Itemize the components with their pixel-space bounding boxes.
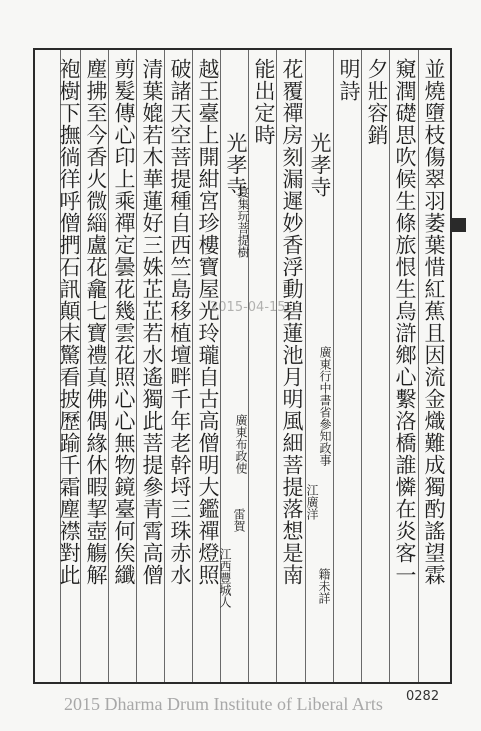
- author-note: 廣東行中書省參知政事: [318, 346, 332, 466]
- text-column: 夕壯容銷: [365, 58, 389, 146]
- text-column: 清葉媲若木華蓮好三姝芷芷若水遙獨此菩提參青霄高僧: [140, 58, 164, 586]
- author-note: 江西豐城人: [218, 548, 232, 608]
- text-column: 越王臺上開紺宮珍樓寶屋光玲瓏自古高僧明大鑑禪燈照: [196, 58, 220, 586]
- author-note: 廣東布政使: [234, 414, 248, 474]
- poem-title: 光孝寺: [308, 132, 332, 198]
- text-column: 塵拂至今香火微緇盧花龕七寶禮真佛偶緣休暇挈壺觴解: [84, 58, 108, 586]
- poem-title: 光孝寺: [224, 132, 248, 198]
- author-note: 籍未詳: [317, 568, 331, 604]
- author-name: 江廣洋: [305, 484, 319, 520]
- poem-subtitle: 宴集玩菩提樹: [236, 186, 250, 258]
- column-divider: [305, 50, 306, 682]
- column-divider: [333, 50, 334, 682]
- border-bottom: [33, 682, 452, 684]
- fold-tab-marker: [450, 218, 466, 232]
- text-column: 破諸天空菩提種自西竺島移植壇畔千年老幹埒三珠赤水: [168, 58, 192, 586]
- text-column: 花覆禪房刻漏遲妙香浮動碧蓮池月明風細菩提落想是南: [280, 58, 304, 586]
- text-column: 並燒墮枝傷翠羽萎葉惜紅蕉且因流金熾難成獨酌謠望霖: [422, 58, 446, 586]
- author-name: 雷賀: [232, 508, 246, 532]
- page-number: 0282: [406, 689, 440, 704]
- institution-watermark: 2015 Dharma Drum Institute of Liberal Arts: [64, 694, 383, 714]
- date-watermark: 2015-04-15: [210, 300, 286, 315]
- column-divider: [361, 50, 362, 682]
- section-heading: 明詩: [337, 58, 361, 102]
- text-column: 窺潤礎思吹候生條旅恨生烏滸鄉心繫洛橋誰憐在炎客一: [393, 58, 417, 586]
- text-column: 能出定時: [252, 58, 276, 146]
- border-left: [33, 48, 35, 684]
- text-column: 剪髮傳心印上乘禪定曇花幾雲花照心心無物鏡臺何俟纖: [112, 58, 136, 586]
- text-column: 袍樹下撫徜徉呼僧捫石訊顛末驚看披歷踰千霜塵襟對此: [57, 58, 81, 586]
- border-right: [450, 48, 452, 684]
- column-divider: [418, 50, 419, 682]
